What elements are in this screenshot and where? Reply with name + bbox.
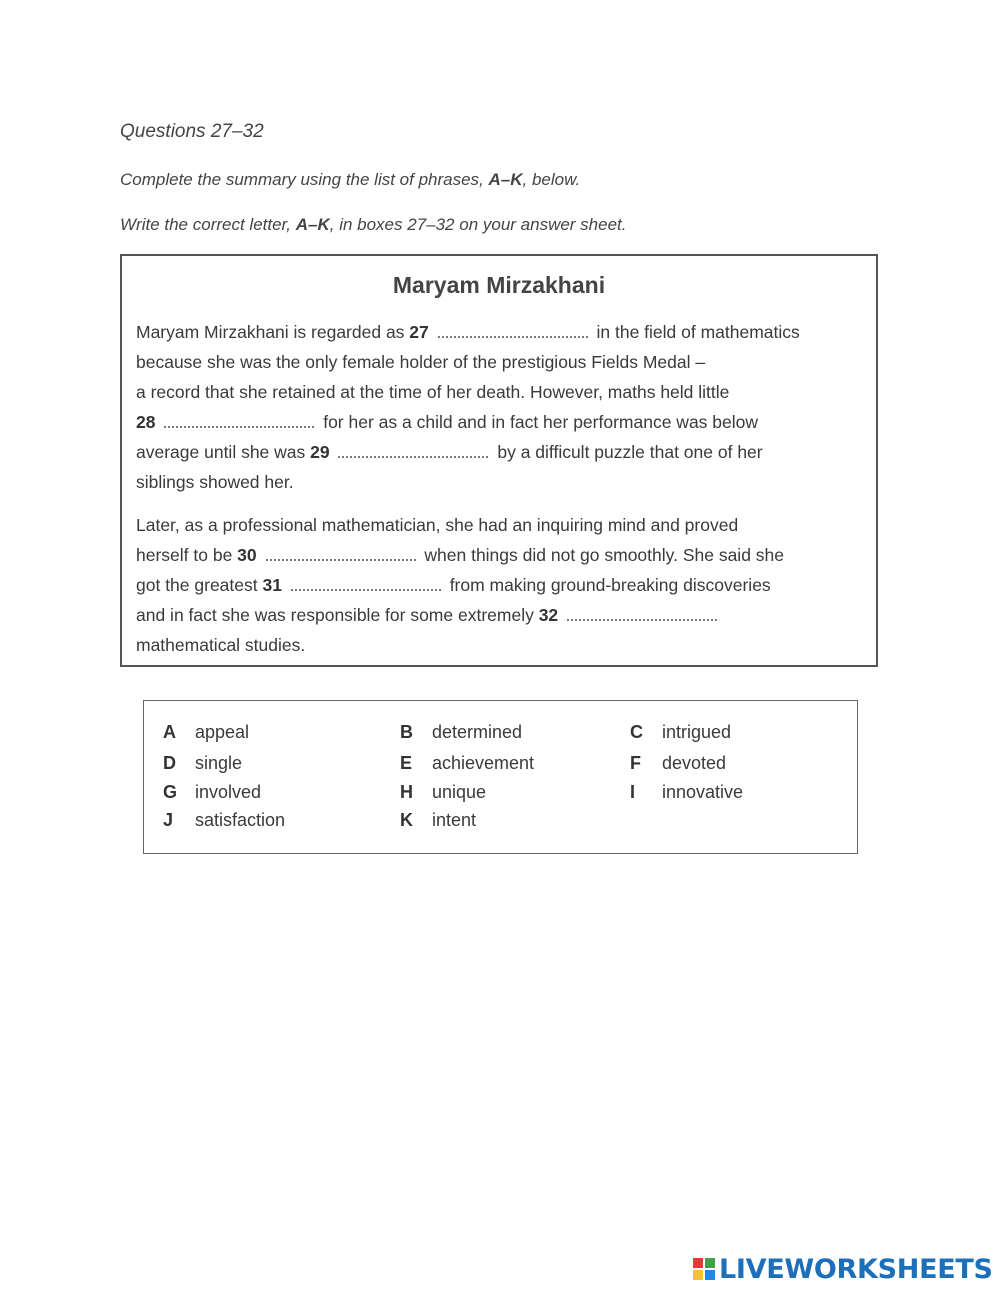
logo-tile [705, 1258, 715, 1268]
logo-tile [693, 1258, 703, 1268]
summary-paragraph-2 [136, 510, 784, 660]
answer-gap-32[interactable] [567, 618, 717, 621]
summary-line: because she was the only female holder of the prestigious Fields Medal – [136, 352, 706, 372]
summary-line: 28 for her as a child and in fact her performance was below [136, 412, 759, 432]
summary-title: Maryam Mirzakhani [392, 272, 606, 298]
summary-line: Maryam Mirzakhani is regarded as 27 in the field of mathematics [136, 322, 800, 342]
instruction-1: Complete the summary using the list of phrases, A–K, below. [120, 170, 581, 189]
summary-line: herself to be 30 when things did not go smoothly. She said she [136, 545, 784, 565]
answer-gap-27[interactable] [438, 335, 588, 338]
question-number: 29 [310, 442, 330, 462]
logo-tiles-icon [693, 1258, 715, 1280]
options-box: A appeal B determined C intrigued D single E achievement F devoted G involved H unique I innovative J satisfaction K intent [143, 700, 858, 854]
summary-line: average until she was 29 by a difficult puzzle that one of her [136, 442, 763, 462]
question-number: 31 [262, 575, 282, 595]
question-number: 32 [538, 605, 559, 625]
summary-box [120, 254, 878, 667]
answer-gap-29[interactable] [338, 455, 488, 458]
question-number: 27 [409, 322, 429, 342]
summary-line: got the greatest 31 from making ground-breaking discoveries [136, 575, 771, 595]
logo-text: LIVEWORKSHEETS [719, 1253, 993, 1285]
answer-gap-30[interactable] [266, 558, 416, 561]
logo-tile [693, 1270, 703, 1280]
question-number: 28 [136, 412, 156, 432]
summary-line: and in fact she was responsible for some extremely 32 [136, 600, 784, 630]
summary-line: mathematical studies. [136, 635, 306, 655]
question-number: 30 [237, 545, 257, 565]
logo-tile [705, 1270, 715, 1280]
instruction-2: Write the correct letter, A–K, in boxes 27–32 on your answer sheet. [120, 215, 627, 234]
liveworksheets-logo[interactable] [693, 1253, 993, 1285]
section-heading: Questions 27–32 [120, 121, 264, 142]
summary-line: Later, as a professional mathematician, she had an inquiring mind and proved [136, 515, 739, 535]
summary-line: a record that she retained at the time of her death. However, maths held little [136, 382, 730, 402]
answer-gap-28[interactable] [164, 425, 314, 428]
answer-gap-31[interactable] [291, 588, 441, 591]
summary-line: siblings showed her. [136, 472, 294, 492]
summary-paragraph-1 [136, 317, 800, 497]
